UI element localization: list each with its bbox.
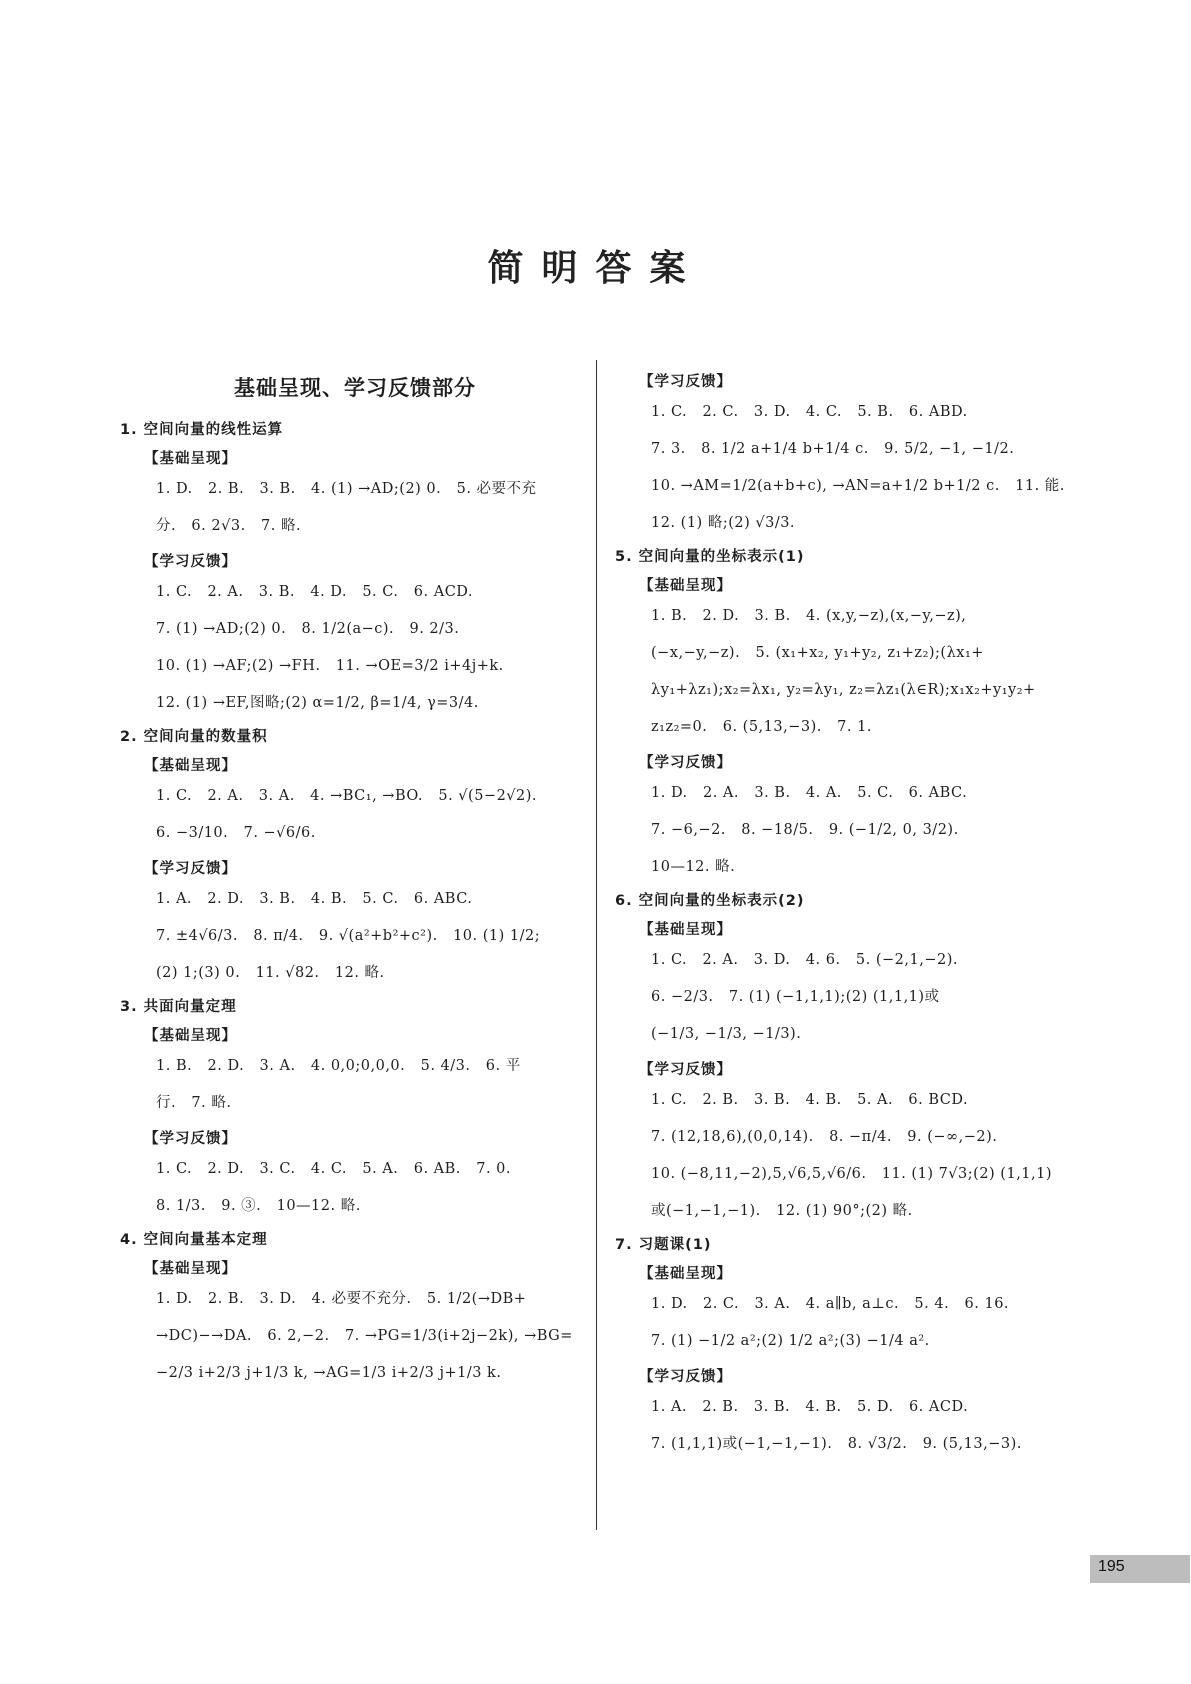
block-label: 【学习反馈】: [639, 1369, 732, 1385]
block-label: 【基础呈现】: [639, 1266, 732, 1282]
part-title: 基础呈现、学习反馈部分: [234, 376, 476, 400]
section-title: 1. 空间向量的线性运算: [120, 422, 284, 438]
answer-line: 1. B. 2. D. 3. B. 4. (x,y,−z),(x,−y,−z),: [651, 608, 967, 624]
block-label: 【学习反馈】: [144, 1131, 237, 1147]
block-label: 【基础呈现】: [639, 578, 732, 594]
answer-line: 12. (1) 略;(2) √3/3.: [651, 515, 796, 531]
answer-line: (−1/3, −1/3, −1/3).: [651, 1026, 802, 1042]
answer-line: 10. →AM=1/2(a+b+c), →AN=a+1/2 b+1/2 c. 11. 能.: [651, 478, 1065, 494]
answer-line: 10. (1) →AF;(2) →FH. 11. →OE=3/2 i+4j+k.: [156, 658, 504, 674]
section-list: [120, 418, 590, 1389]
page-title: 简明答案: [487, 248, 704, 289]
answer-line: 1. A. 2. D. 3. B. 4. B. 5. C. 6. ABC.: [156, 891, 473, 907]
section-list: [615, 370, 1085, 1460]
section-title: 4. 空间向量基本定理: [120, 1232, 268, 1248]
answer-line: 6. −3/10. 7. −√6/6.: [156, 825, 316, 841]
answer-line: 1. D. 2. A. 3. B. 4. A. 5. C. 6. ABC.: [651, 785, 968, 801]
answer-line: 10. (−8,11,−2),5,√6,5,√6/6. 11. (1) 7√3;(2) (1,1,1): [651, 1166, 1053, 1182]
answer-line: 1. B. 2. D. 3. A. 4. 0,0;0,0,0. 5. 4/3. 6. 平: [156, 1058, 521, 1074]
answer-line: 1. C. 2. B. 3. B. 4. B. 5. A. 6. BCD.: [651, 1092, 969, 1108]
answer-line: 8. 1/3. 9. ③. 10—12. 略.: [156, 1198, 361, 1214]
answer-line: 行. 7. 略.: [156, 1095, 232, 1111]
right-column: [615, 362, 1085, 1466]
section-title: 6. 空间向量的坐标表示(2): [615, 893, 805, 909]
answer-line: 7. (1) −1/2 a²;(2) 1/2 a²;(3) −1/4 a².: [651, 1333, 930, 1349]
answer-line: 1. C. 2. A. 3. A. 4. →BC₁, →BO. 5. √(5−2√2).: [156, 788, 538, 804]
block-label: 【学习反馈】: [144, 861, 237, 877]
answer-line: 7. (12,18,6),(0,0,14). 8. −π/4. 9. (−∞,−2).: [651, 1129, 998, 1145]
block-label: 【基础呈现】: [144, 451, 237, 467]
answer-line: 7. −6,−2. 8. −18/5. 9. (−1/2, 0, 3/2).: [651, 822, 959, 838]
section-title: 3. 共面向量定理: [120, 999, 237, 1015]
answer-line: (−x,−y,−z). 5. (x₁+x₂, y₁+y₂, z₁+z₂);(λx₁+: [651, 645, 984, 661]
block-label: 【基础呈现】: [144, 758, 237, 774]
answer-line: 1. D. 2. C. 3. A. 4. a∥b, a⊥c. 5. 4. 6. 16.: [651, 1296, 1010, 1312]
column-divider: [596, 360, 597, 1530]
answer-line: 7. (1,1,1)或(−1,−1,−1). 8. √3/2. 9. (5,13,−3).: [651, 1436, 1022, 1452]
answer-line: λy₁+λz₁);x₂=λx₁, y₂=λy₁, z₂=λz₁(λ∈R);x₁x₂+y₁y₂+: [651, 682, 1036, 698]
answer-line: −2/3 i+2/3 j+1/3 k, →AG=1/3 i+2/3 j+1/3 k.: [156, 1365, 502, 1381]
answer-line: 或(−1,−1,−1). 12. (1) 90°;(2) 略.: [651, 1203, 913, 1219]
answer-line: 12. (1) →EF,图略;(2) α=1/2, β=1/4, γ=3/4.: [156, 695, 479, 711]
answer-line: 1. C. 2. C. 3. D. 4. C. 5. B. 6. ABD.: [651, 404, 968, 420]
block-label: 【学习反馈】: [639, 755, 732, 771]
answer-line: →DC)−→DA. 6. 2,−2. 7. →PG=1/3(i+2j−2k), →BG=: [156, 1328, 573, 1344]
page-number: 195: [1098, 1558, 1125, 1575]
section-title: 2. 空间向量的数量积: [120, 729, 268, 745]
block-label: 【学习反馈】: [144, 554, 237, 570]
answer-line: 7. 3. 8. 1/2 a+1/4 b+1/4 c. 9. 5/2, −1, −1/2.: [651, 441, 1015, 457]
answer-line: z₁z₂=0. 6. (5,13,−3). 7. 1.: [651, 719, 872, 735]
block-label: 【学习反馈】: [639, 1062, 732, 1078]
answer-line: 10—12. 略.: [651, 859, 736, 875]
answer-line: 1. C. 2. A. 3. D. 4. 6. 5. (−2,1,−2).: [651, 952, 958, 968]
section-title: 7. 习题课(1): [615, 1237, 712, 1253]
block-label: 【学习反馈】: [639, 374, 732, 390]
block-label: 【基础呈现】: [144, 1261, 237, 1277]
block-label: 【基础呈现】: [144, 1028, 237, 1044]
answer-line: 分. 6. 2√3. 7. 略.: [156, 518, 302, 534]
section-title: 5. 空间向量的坐标表示(1): [615, 549, 805, 565]
answer-line: 6. −2/3. 7. (1) (−1,1,1);(2) (1,1,1)或: [651, 989, 940, 1005]
answer-line: 1. C. 2. A. 3. B. 4. D. 5. C. 6. ACD.: [156, 584, 474, 600]
answer-line: 1. D. 2. B. 3. B. 4. (1) →AD;(2) 0. 5. 必要不充: [156, 481, 537, 497]
block-label: 【基础呈现】: [639, 922, 732, 938]
answer-line: 7. (1) →AD;(2) 0. 8. 1/2(a−c). 9. 2/3.: [156, 621, 460, 637]
answer-line: 1. A. 2. B. 3. B. 4. B. 5. D. 6. ACD.: [651, 1399, 969, 1415]
answer-line: (2) 1;(3) 0. 11. √82. 12. 略.: [156, 965, 385, 981]
left-column: [120, 368, 590, 1395]
answer-line: 1. C. 2. D. 3. C. 4. C. 5. A. 6. AB. 7. 0.: [156, 1161, 511, 1177]
answer-line: 1. D. 2. B. 3. D. 4. 必要不充分. 5. 1/2(→DB+: [156, 1291, 527, 1307]
answer-line: 7. ±4√6/3. 8. π/4. 9. √(a²+b²+c²). 10. (1) 1/2;: [156, 928, 541, 944]
